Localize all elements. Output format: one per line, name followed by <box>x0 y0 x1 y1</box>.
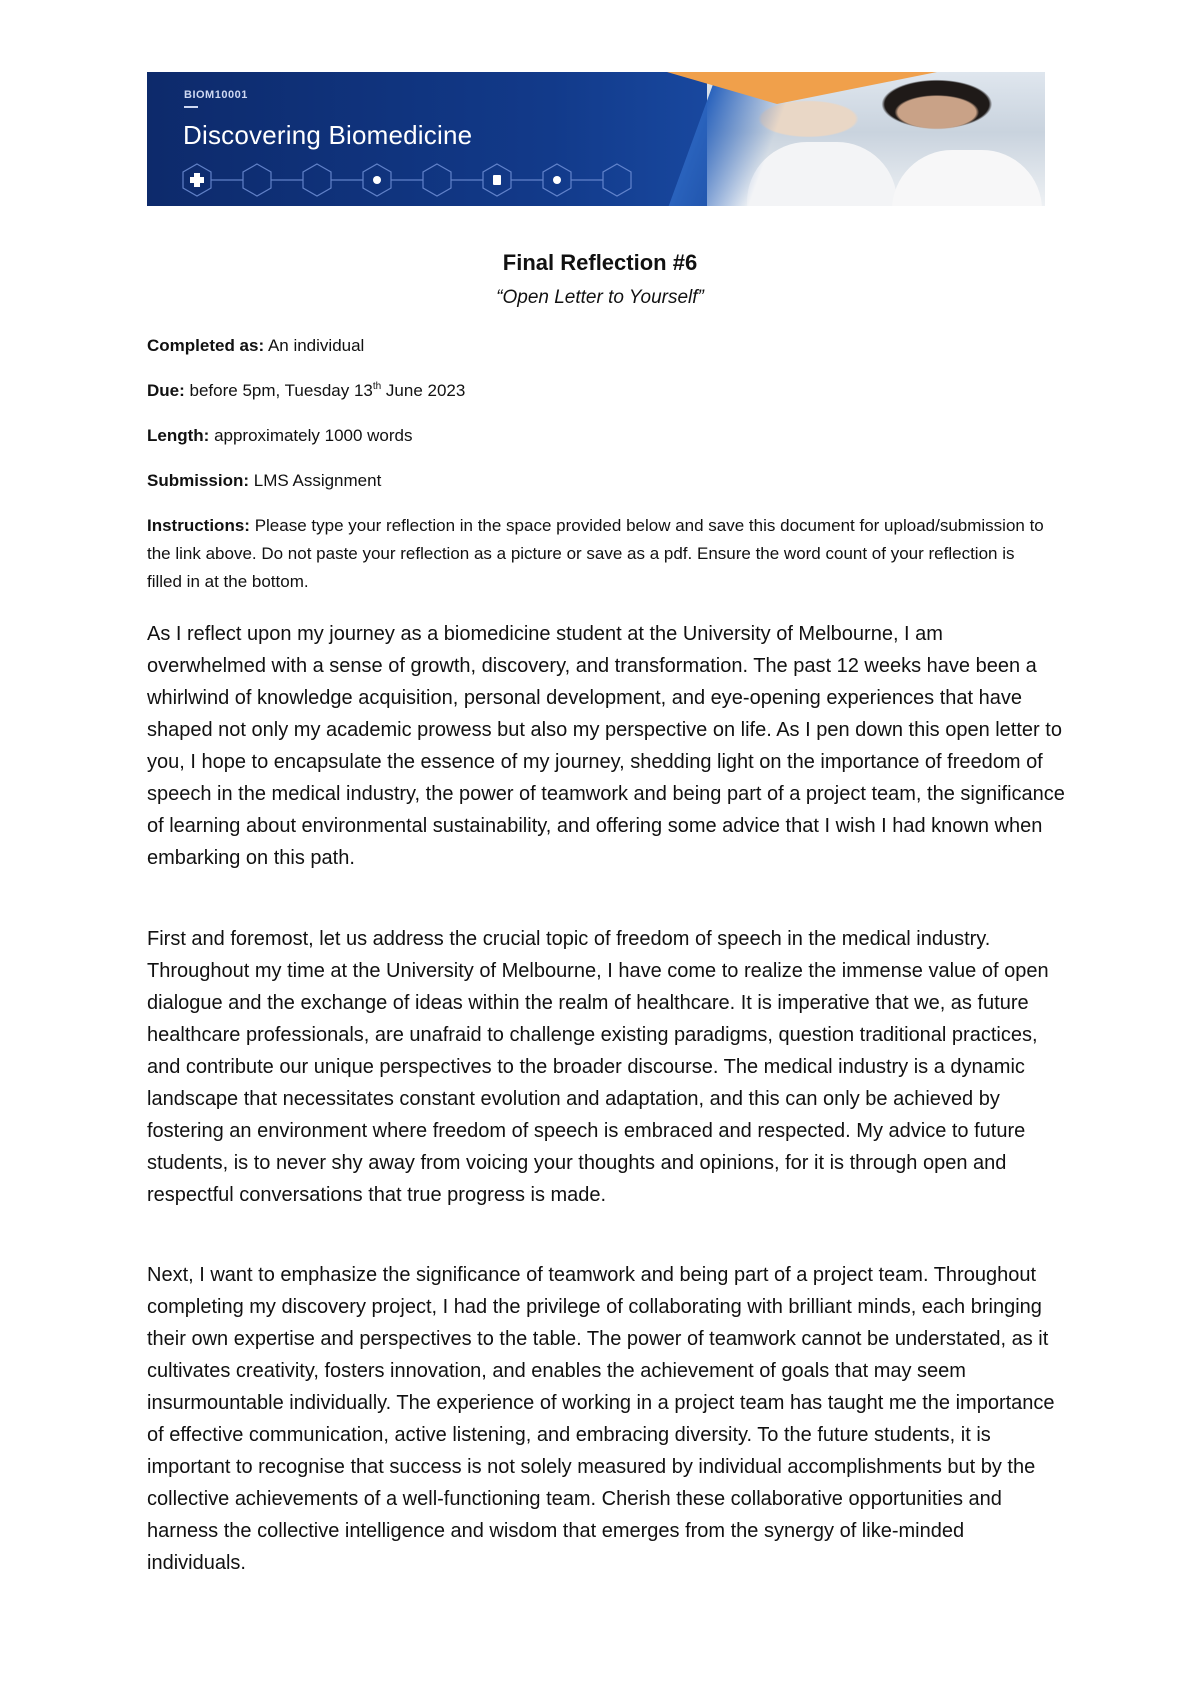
field-label: Length: <box>147 426 210 445</box>
field-due <box>147 380 1047 402</box>
field-value: An individual <box>267 336 365 355</box>
field-value: LMS Assignment <box>253 471 382 490</box>
banner-rule <box>184 106 198 108</box>
field-value: Please type your reflection in the space provided below and save this document for upload/submission to the link above. Do not paste your reflection as a picture or save as a pdf. Ensure the word count of your reflection is filled in at the bottom. <box>147 516 1044 591</box>
banner-accent <box>667 72 937 104</box>
field-submission <box>147 470 1047 492</box>
hexagon-motif-icon <box>177 160 717 200</box>
course-title: Discovering Biomedicine <box>183 120 473 150</box>
field-value-superscript: th <box>372 381 382 392</box>
document-title: Final Reflection #6 <box>502 250 698 275</box>
field-value: before 5pm, Tuesday 13 <box>189 381 373 400</box>
reflection-paragraph: As I reflect upon my journey as a biomedicine student at the University of Melbourne, I am overwhelmed with a sense of growth, discovery, and transformation. The past 12 weeks have been a whirlwind of knowledge acquisition, personal development, and eye-opening experiences that have shaped not only my academic prowess but also my perspective on life. As I pen down this open letter to you, I hope to encapsulate the essence of my journey, shedding light on the importance of freedom of speech in the medical industry, the power of teamwork and being part of a project team, the significance of learning about environmental sustainability, and offering some advice that I wish I had known when embarking on this path. <box>147 623 1065 869</box>
reflection-paragraph: First and foremost, let us address the crucial topic of freedom of speech in the medical industry. Throughout my time at the University of Melbourne, I have come to realize the immense value of open dialogue and the exchange of ideas within the realm of healthcare. It is imperative that we, as future healthcare professionals, are unafraid to challenge existing paradigms, question traditional practices, and contribute our unique perspectives to the broader discourse. The medical industry is a dynamic landscape that necessitates constant evolution and adaptation, and this can only be achieved by fostering an environment where freedom of speech is embraced and respected. My advice to future students, is to never shy away from voicing your thoughts and opinions, for it is through open and respectful conversations that true progress is made. <box>147 928 1049 1206</box>
document-subtitle: “Open Letter to Yourself” <box>496 287 704 308</box>
field-instructions <box>147 512 1047 596</box>
field-label: Completed as: <box>147 336 265 355</box>
field-length <box>147 425 1047 447</box>
field-value: approximately 1000 words <box>214 426 413 445</box>
field-completed-as <box>147 335 1047 357</box>
course-code: BIOM10001 <box>184 89 248 101</box>
field-label: Due: <box>147 381 185 400</box>
field-label: Submission: <box>147 471 250 490</box>
reflection-paragraph: Next, I want to emphasize the significance of teamwork and being part of a project team. Throughout completing my discovery project, I had the privilege of collaborating with brilliant minds, each bringing their own expertise and perspectives to the table. The power of teamwork cannot be understated, as it cultivates creativity, fosters innovation, and enables the achievement of goals that may seem insurmountable individually. The experience of working in a project team has taught me the importance of effective communication, active listening, and embracing diversity. To the future students, it is important to recognise that success is not solely measured by individual accomplishments but by the collective achievements of a well-functioning team. Cherish these collaborative opportunities and harness the collective intelligence and wisdom that emerges from the synergy of like-minded individuals. <box>147 1264 1055 1574</box>
field-value: June 2023 <box>381 381 466 400</box>
field-label: Instructions: <box>147 516 250 535</box>
course-banner <box>147 72 1045 206</box>
